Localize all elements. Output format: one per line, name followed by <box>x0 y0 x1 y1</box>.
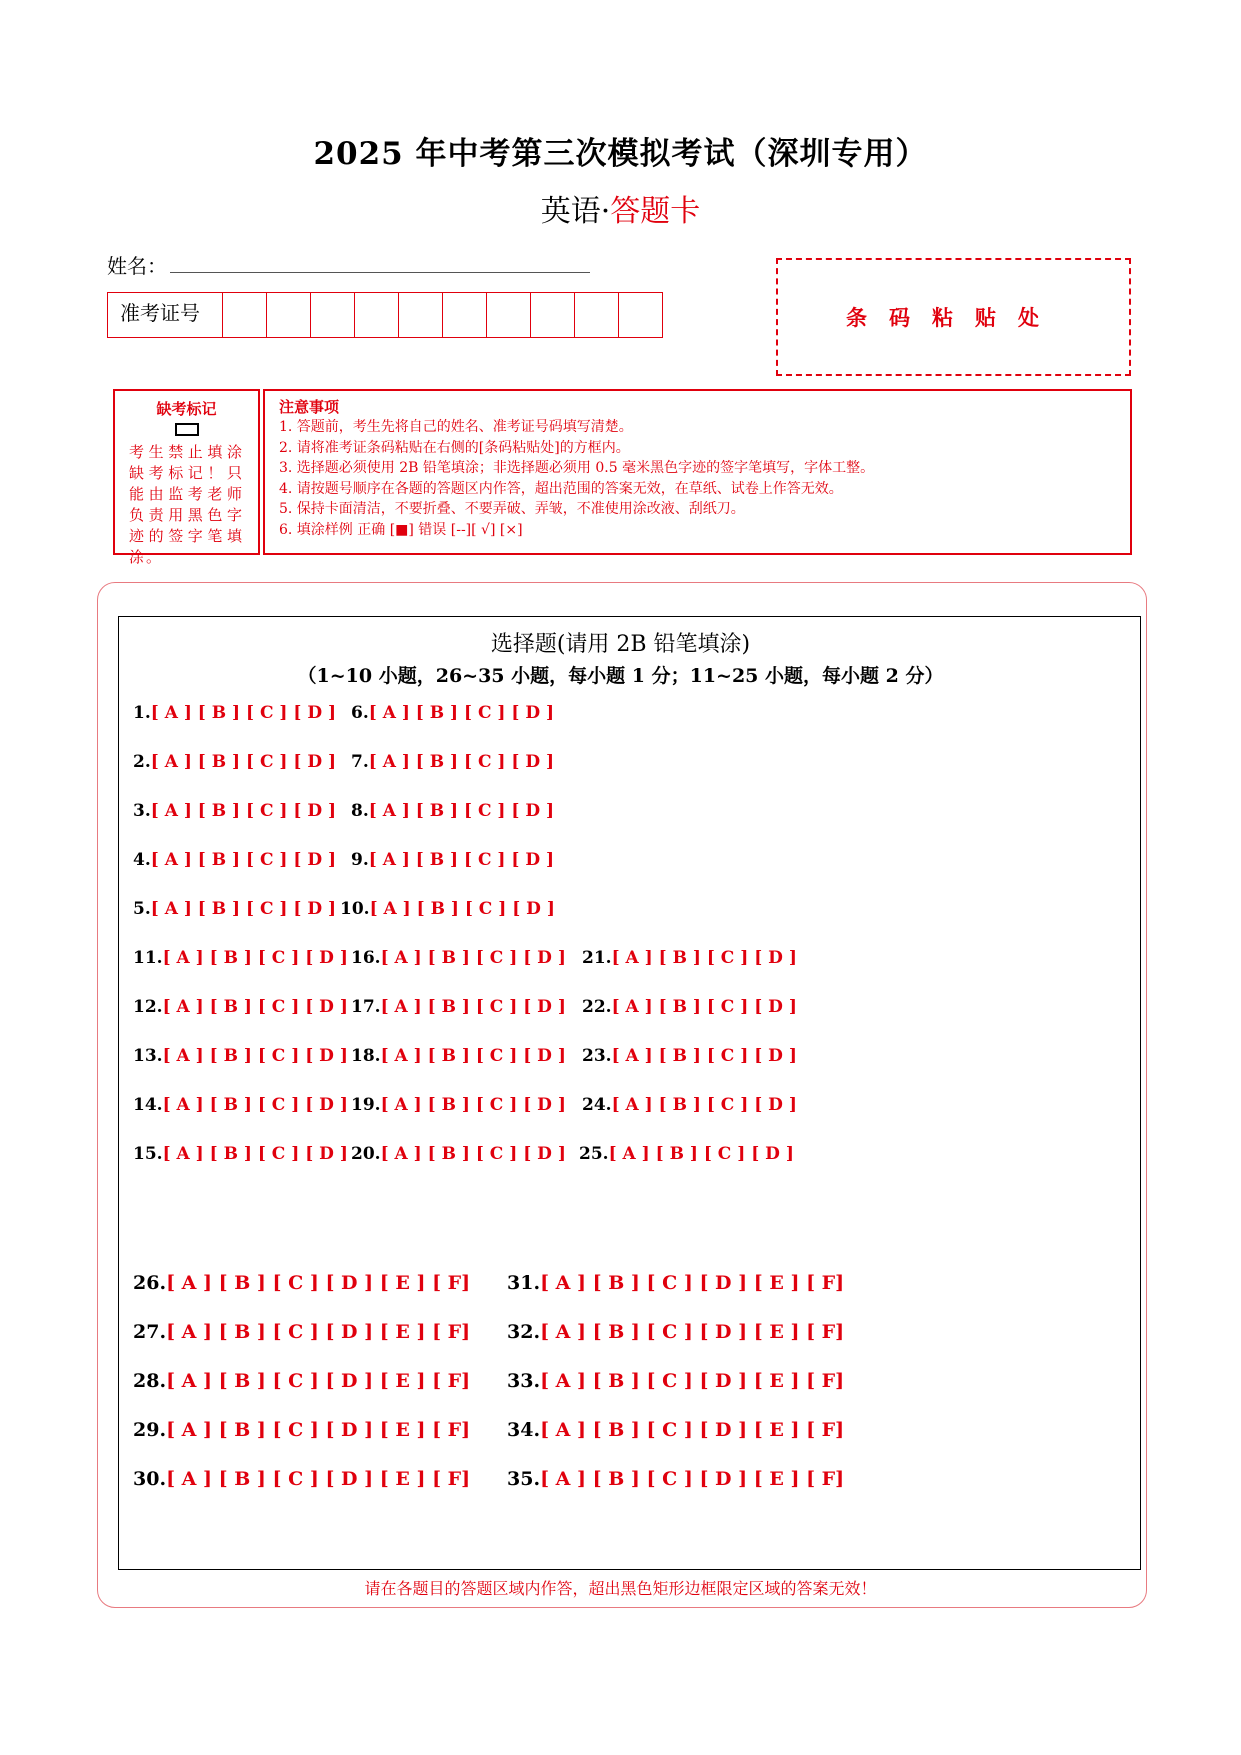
question-row[interactable] <box>133 1469 470 1489</box>
footer-warning: 请在各题目的答题区域内作答，超出黑色矩形边框限定区域的答案无效！ <box>364 1579 877 1598</box>
page-subtitle <box>0 186 1241 230</box>
answer-options[interactable]: [ A ] [ B ] [ C ] [ D ] [ E ] [ F] <box>166 1370 471 1392</box>
question-number: 1. <box>133 703 151 723</box>
question-row[interactable] <box>507 1420 844 1440</box>
question-row[interactable] <box>351 1095 566 1115</box>
question-number: 13. <box>133 1046 163 1066</box>
subtitle-card: 答题卡 <box>610 194 701 229</box>
barcode-label: 条码粘贴处 <box>846 305 1061 330</box>
answer-options[interactable]: [ A ] [ B ] [ C ] [ D ] <box>150 752 337 772</box>
question-number: 5. <box>133 899 151 919</box>
question-number: 25. <box>579 1144 609 1164</box>
question-number: 14. <box>133 1095 163 1115</box>
question-row[interactable] <box>133 1273 470 1293</box>
answer-options[interactable]: [ A ] [ B ] [ C ] [ D ] <box>380 1046 566 1066</box>
section-subtitle: （1~10 小题，26~35 小题，每小题 1 分；11~25 小题，每小题 2 分） <box>297 665 944 687</box>
ticket-digit-cell[interactable] <box>443 293 487 337</box>
answer-options[interactable]: [ A ] [ B ] [ C ] [ D ] <box>369 899 555 919</box>
question-row[interactable] <box>340 899 555 919</box>
answer-options[interactable]: [ A ] [ B ] [ C ] [ D ] <box>368 703 555 723</box>
question-number: 23. <box>582 1046 612 1066</box>
question-number: 11. <box>133 948 163 968</box>
question-number: 4. <box>133 850 151 870</box>
question-number: 15. <box>133 1144 163 1164</box>
notice-item: 5. 保持卡面清洁，不要折叠、不要弄破、弄皱，不准使用涂改液、刮纸刀。 <box>279 501 745 517</box>
answer-options[interactable]: [ A ] [ B ] [ C ] [ D ] <box>611 1046 797 1066</box>
name-field[interactable] <box>170 272 590 273</box>
question-row[interactable] <box>582 948 797 968</box>
answer-options[interactable]: [ A ] [ B ] [ C ] [ D ] [ E ] [ F] <box>166 1321 471 1343</box>
question-row[interactable] <box>133 850 336 870</box>
ticket-digit-cell[interactable] <box>531 293 575 337</box>
question-row[interactable] <box>351 1144 566 1164</box>
answer-options[interactable]: [ A ] [ B ] [ C ] [ D ] <box>611 948 797 968</box>
barcode-area <box>776 258 1131 376</box>
question-number: 26. <box>133 1272 167 1294</box>
subtitle-subject: 英语· <box>540 194 611 229</box>
question-number: 6. <box>351 703 369 723</box>
question-row[interactable] <box>133 1144 348 1164</box>
notice-item: 6. 填涂样例 正确 [■] 错误 [--][ √] [×] <box>279 521 523 538</box>
question-row[interactable] <box>133 997 348 1017</box>
question-number: 22. <box>582 997 612 1017</box>
question-number: 2. <box>133 752 151 772</box>
question-number: 9. <box>351 850 369 870</box>
question-row[interactable] <box>582 1046 797 1066</box>
answer-options[interactable]: [ A ] [ B ] [ C ] [ D ] [ E ] [ F] <box>166 1419 471 1441</box>
notice-item: 3. 选择题必须使用 2B 铅笔填涂；非选择题必须用 0.5 毫米黑色字迹的签字笔填写，字体工整。 <box>279 460 875 476</box>
question-number: 29. <box>133 1419 167 1441</box>
question-row[interactable] <box>133 1322 470 1342</box>
answer-options[interactable]: [ A ] [ B ] [ C ] [ D ] <box>162 1144 348 1164</box>
answer-options[interactable]: [ A ] [ B ] [ C ] [ D ] [ E ] [ F] <box>540 1272 845 1294</box>
question-row[interactable] <box>507 1469 844 1489</box>
answer-options[interactable]: [ A ] [ B ] [ C ] [ D ] <box>162 948 348 968</box>
question-number: 28. <box>133 1370 167 1392</box>
question-row[interactable] <box>351 948 566 968</box>
name-label: 姓名： <box>107 254 167 278</box>
question-row[interactable] <box>582 1095 797 1115</box>
question-number: 35. <box>507 1468 541 1490</box>
notice-item: 1. 答题前，考生先将自己的姓名、准考证号码填写清楚。 <box>279 419 633 435</box>
answer-options[interactable]: [ A ] [ B ] [ C ] [ D ] <box>150 703 337 723</box>
section-title: 选择题(请用 2B 铅笔填涂) <box>490 632 751 657</box>
question-number: 18. <box>351 1046 381 1066</box>
ticket-number-grid <box>107 292 663 338</box>
ticket-digit-cell[interactable] <box>619 293 662 337</box>
answer-options[interactable]: [ A ] [ B ] [ C ] [ D ] [ E ] [ F] <box>540 1468 845 1490</box>
question-row[interactable] <box>133 948 348 968</box>
question-number: 7. <box>351 752 369 772</box>
notice-title: 注意事项 <box>279 398 340 416</box>
question-number: 27. <box>133 1321 167 1343</box>
ticket-digit-cell[interactable] <box>223 293 267 337</box>
answer-options[interactable]: [ A ] [ B ] [ C ] [ D ] <box>380 948 566 968</box>
question-row[interactable] <box>133 801 336 821</box>
question-number: 19. <box>351 1095 381 1115</box>
answer-options[interactable]: [ A ] [ B ] [ C ] [ D ] <box>162 1095 348 1115</box>
answer-options[interactable]: [ A ] [ B ] [ C ] [ D ] <box>150 850 337 870</box>
absent-mark-title: 缺考标记 <box>156 400 217 418</box>
answer-options[interactable]: [ A ] [ B ] [ C ] [ D ] <box>150 899 337 919</box>
question-row[interactable] <box>507 1371 844 1391</box>
answer-options[interactable]: [ A ] [ B ] [ C ] [ D ] <box>368 752 555 772</box>
question-row[interactable] <box>133 703 336 723</box>
answer-options[interactable]: [ A ] [ B ] [ C ] [ D ] [ E ] [ F] <box>540 1321 845 1343</box>
notice-item: 2. 请将准考证条码粘贴在右侧的[条码粘贴处]的方框内。 <box>279 439 630 456</box>
question-row[interactable] <box>579 1144 794 1164</box>
answer-options[interactable]: [ A ] [ B ] [ C ] [ D ] <box>150 801 337 821</box>
question-row[interactable] <box>133 1095 348 1115</box>
answer-options[interactable]: [ A ] [ B ] [ C ] [ D ] [ E ] [ F] <box>166 1468 471 1490</box>
ticket-number-label: 准考证号 <box>108 293 223 337</box>
answer-options[interactable]: [ A ] [ B ] [ C ] [ D ] [ E ] [ F] <box>540 1370 845 1392</box>
question-row[interactable] <box>133 1046 348 1066</box>
question-row[interactable] <box>351 850 554 870</box>
question-row[interactable] <box>351 997 566 1017</box>
question-row[interactable] <box>133 1371 470 1391</box>
question-number: 20. <box>351 1144 381 1164</box>
answer-options[interactable]: [ A ] [ B ] [ C ] [ D ] <box>611 1095 797 1115</box>
question-row[interactable] <box>351 752 554 772</box>
ticket-digit-cell[interactable] <box>311 293 355 337</box>
question-number: 30. <box>133 1468 167 1490</box>
answer-options[interactable]: [ A ] [ B ] [ C ] [ D ] <box>368 850 555 870</box>
question-row[interactable] <box>133 752 336 772</box>
question-number: 34. <box>507 1419 541 1441</box>
answer-options[interactable]: [ A ] [ B ] [ C ] [ D ] <box>608 1144 794 1164</box>
question-number: 24. <box>582 1095 612 1115</box>
question-number: 31. <box>507 1272 541 1294</box>
absent-mark-text: 考生禁止填涂缺考标记！只能由监考老师负责用黑色字迹的签字笔填涂。 <box>129 443 244 566</box>
answer-options[interactable]: [ A ] [ B ] [ C ] [ D ] <box>162 1046 348 1066</box>
absent-mark-panel <box>113 389 260 566</box>
notice-item: 4. 请按题号顺序在各题的答题区内作答，超出范围的答案无效，在草纸、试卷上作答无效。 <box>279 480 843 497</box>
question-row[interactable] <box>133 899 336 919</box>
question-row[interactable] <box>351 703 554 723</box>
ticket-digit-cell[interactable] <box>487 293 531 337</box>
answer-options[interactable]: [ A ] [ B ] [ C ] [ D ] <box>380 1095 566 1115</box>
question-number: 17. <box>351 997 381 1017</box>
question-row[interactable] <box>507 1322 844 1342</box>
answer-options[interactable]: [ A ] [ B ] [ C ] [ D ] <box>611 997 797 1017</box>
question-row[interactable] <box>133 1420 470 1440</box>
answer-options[interactable]: [ A ] [ B ] [ C ] [ D ] <box>368 801 555 821</box>
question-number: 10. <box>340 899 370 919</box>
ticket-digit-cell[interactable] <box>267 293 311 337</box>
question-number: 3. <box>133 801 151 821</box>
notice-panel <box>263 389 1132 555</box>
question-number: 32. <box>507 1321 541 1343</box>
ticket-digit-cell[interactable] <box>399 293 443 337</box>
answer-options[interactable]: [ A ] [ B ] [ C ] [ D ] <box>162 997 348 1017</box>
question-number: 8. <box>351 801 369 821</box>
question-number: 33. <box>507 1370 541 1392</box>
question-row[interactable] <box>351 801 554 821</box>
ticket-digit-cell[interactable] <box>355 293 399 337</box>
ticket-digit-cell[interactable] <box>575 293 619 337</box>
page-title: 2025 年中考第三次模拟考试（深圳专用） <box>313 136 928 172</box>
answer-options[interactable]: [ A ] [ B ] [ C ] [ D ] <box>380 1144 566 1164</box>
question-number: 21. <box>582 948 612 968</box>
answer-options[interactable]: [ A ] [ B ] [ C ] [ D ] <box>380 997 566 1017</box>
answer-options[interactable]: [ A ] [ B ] [ C ] [ D ] [ E ] [ F] <box>540 1419 845 1441</box>
question-row[interactable] <box>351 1046 566 1066</box>
answer-options[interactable]: [ A ] [ B ] [ C ] [ D ] [ E ] [ F] <box>166 1272 471 1294</box>
question-number: 12. <box>133 997 163 1017</box>
absent-mark-box[interactable] <box>175 423 199 436</box>
question-number: 16. <box>351 948 381 968</box>
question-row[interactable] <box>582 997 797 1017</box>
question-row[interactable] <box>507 1273 844 1293</box>
